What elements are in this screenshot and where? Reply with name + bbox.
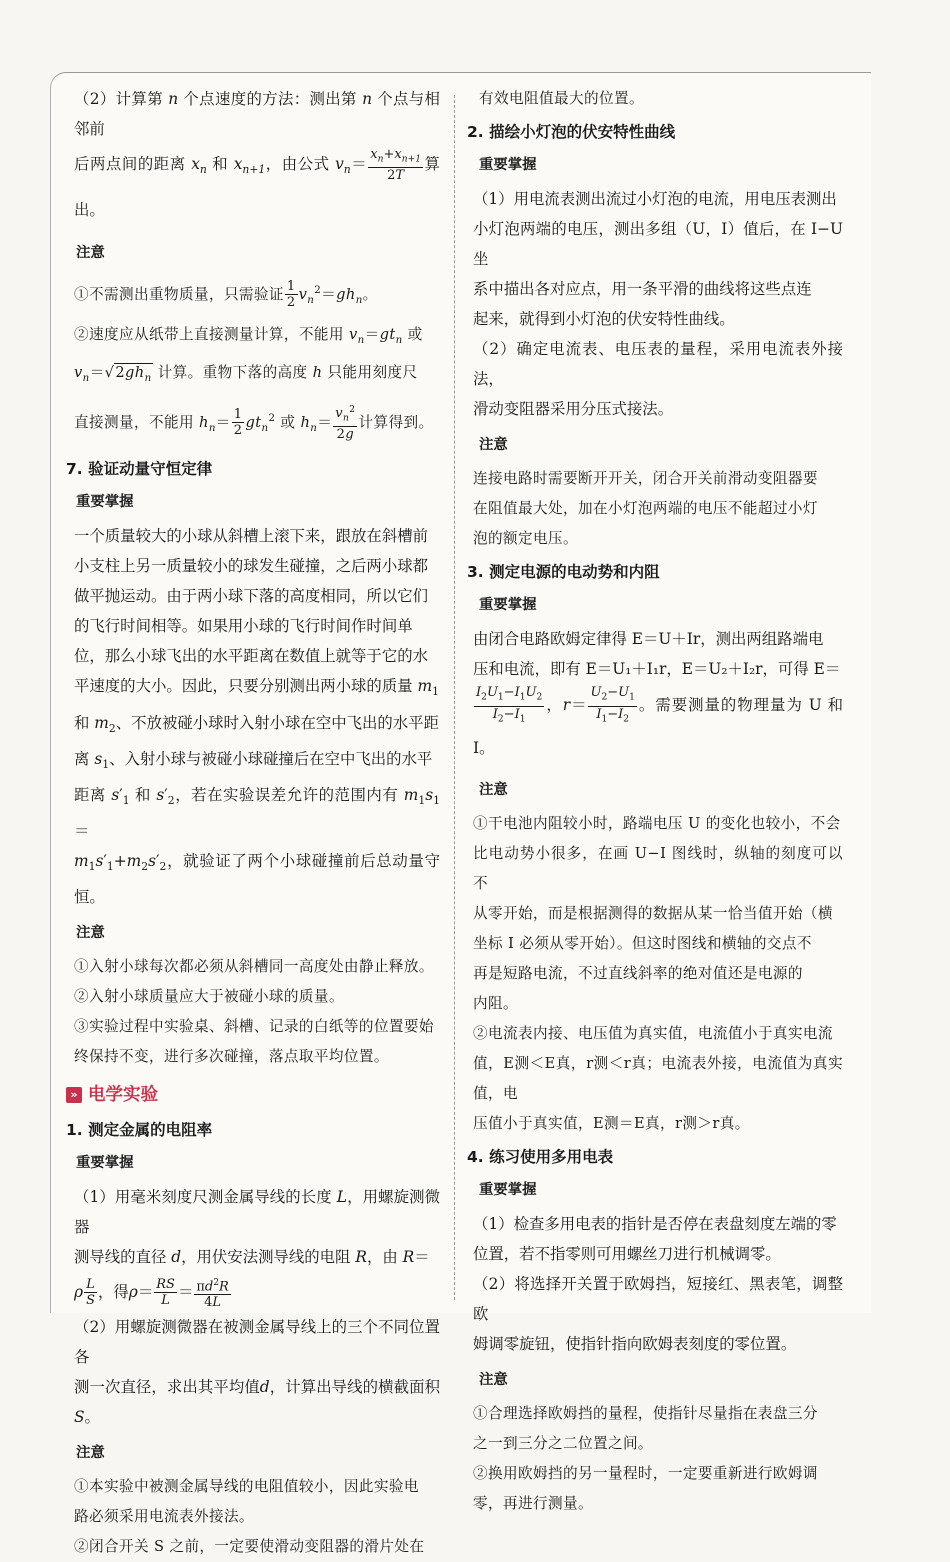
note-item: 零，再进行测量。 — [473, 1495, 593, 1513]
formula-fraction: $\frac{v_n^2}{2g}$ — [335, 404, 356, 443]
formula-fraction: $\frac{\pi d^2R}{4L}$ — [196, 1277, 229, 1310]
note-item: 内阻。 — [473, 995, 518, 1013]
paragraph: 和 $m_2$、不放被碰小球时入射小球在空中飞出的水平距 — [74, 713, 439, 735]
text: 、入射小球与被碰小球碰撞后在空中飞出的水平 — [109, 749, 433, 768]
note-item: 值，E测＜E真，r测＜r真；电流表外接，电流值为真实值，电 — [473, 1055, 843, 1103]
paragraph: 系中描出各对应点，用一条平滑的曲线将这些点连 — [473, 280, 812, 298]
note-item: ①干电池内阻较小时，路端电压 U 的变化也较小，不会 — [473, 815, 841, 833]
note-item: 再是短路电流，不过直线斜率的绝对值还是电源的 — [473, 965, 803, 983]
text: 和 — [212, 155, 229, 173]
note-item: ①本实验中被测金属导线的电阻值较小，因此实验电 — [74, 1477, 419, 1495]
paragraph: （2）将选择开关置于欧姆挡，短接红、黑表笔，调整欧 — [473, 1275, 843, 1324]
left-column — [66, 84, 440, 1562]
text: ，由公式 — [265, 155, 330, 173]
note-title: 注意 — [76, 245, 105, 262]
paragraph: 压和电流，即有 E＝U₁＋I₁r，E＝U₂＋I₂r，可得 E＝ — [473, 660, 841, 678]
note-item: 连接电路时需要断开开关，闭合开关前滑动变阻器要 — [473, 470, 818, 487]
key-title: 重要掌握 — [76, 494, 134, 511]
formula-fraction: $\frac{L}{S}$ — [86, 1277, 95, 1309]
text: （1）用毫米刻度尺测金属导线的长度 — [74, 1187, 332, 1206]
note-item: ②电流表内接、电压值为真实值，电流值小于真实电流 — [473, 1025, 833, 1043]
key-title: 重要掌握 — [479, 1182, 537, 1199]
formula-fraction: $\frac{1}{2}$ — [286, 279, 296, 311]
right-column — [467, 84, 843, 1519]
paragraph: 小灯泡两端的电压，测出多组（U，I）值后，在 I−U 坐 — [473, 220, 843, 268]
text: 测导线的直径 — [74, 1247, 167, 1266]
paragraph: 后两点间的距离 $x_n$ 和 $x_{n+1}$，由公式 $v_n=$ $\frac{x_n+x_{n+1}}{2T}$ 算出。 — [74, 146, 440, 220]
text: 距离 — [74, 785, 106, 804]
note-title: 注意 — [479, 1372, 508, 1389]
formula-fraction: $\frac{RS}{L}$ — [156, 1277, 175, 1309]
text: 直接测量，不能用 — [74, 413, 194, 431]
paragraph: （2）确定电流表、电压表的量程，采用电流表外接法， — [473, 340, 843, 388]
paragraph: 滑动变阻器采用分压式接法。 — [473, 400, 674, 418]
paragraph: 做平抛运动。由于两小球下落的高度相同，所以它们 — [74, 587, 428, 606]
paragraph: （2）用螺旋测微器在被测金属导线上的三个不同位置各 — [74, 1317, 440, 1366]
note-item: 泡的额定电压。 — [473, 530, 578, 547]
formula-fraction: $\frac{I_2U_1-I_1U_2}{I_2-I_1}$ — [476, 684, 543, 725]
heading-7: 7. 验证动量守恒定律 — [66, 460, 213, 479]
paragraph: $m_1s'_1+m_2s'_2$，就验证了两个小球碰撞前后总动量守恒。 — [74, 851, 440, 906]
note-item: 坐标 I 必须从零开始）。但这时图线和横轴的交点不 — [473, 935, 812, 953]
text: 。 — [84, 1407, 100, 1426]
formula-fraction: $\frac{U_2-U_1}{I_1-I_2}$ — [590, 684, 635, 725]
note-item: 直接测量，不能用 $h_n=$ $\frac{1}{2}$ $gt_n^2$ 或 $h_n=$ $\frac{v_n^2}{2g}$ 计算得到。 — [74, 404, 434, 443]
note-item: 压值小于真实值，E测＝E真，r测＞r真。 — [473, 1115, 750, 1133]
paragraph: （1）用毫米刻度尺测金属导线的长度 L，用螺旋测微器 — [74, 1187, 440, 1236]
paragraph: 平速度的大小。因此，只要分别测出两小球的质量 $m_1$ — [74, 677, 439, 699]
text: ，用伏安法测导线的电阻 — [181, 1247, 351, 1266]
note-item: 从零开始，而是根据测得的数据从某一恰当值开始（横 — [473, 905, 833, 923]
text: 或 — [280, 413, 296, 431]
note-item: ③实验过程中实验桌、斜槽、记录的白纸等的位置要始 — [74, 1017, 434, 1035]
paragraph: 姆调零旋钮，使指针指向欧姆表刻度的零位置。 — [473, 1335, 797, 1354]
formula-fraction: $\frac{1}{2}$ — [233, 407, 243, 439]
note-title: 注意 — [76, 1444, 105, 1461]
note-item: ②闭合开关 S 之前，一定要使滑动变阻器的滑片处在 — [74, 1537, 425, 1555]
paragraph: $\frac{I_2U_1-I_1U_2}{I_2-I_1}$ ，r＝ $\frac{U_2-U_1}{I_1-I_2}$ 。需要测量的物理量为 U 和 I。 — [473, 684, 843, 758]
text: ，若在实验误差允许的范围内有 — [174, 785, 399, 804]
key-title: 重要掌握 — [479, 157, 537, 173]
heading-4: 4. 练习使用多用电表 — [467, 1148, 614, 1167]
text: ①不需测出重物质量，只需验证 — [74, 285, 284, 303]
key-title: 重要掌握 — [76, 1154, 134, 1171]
text: 只能用刻度尺 — [327, 363, 418, 381]
text: 计算。重物下落的高度 — [157, 363, 308, 381]
paragraph: 位置，若不指零则可用螺丝刀进行机械调零。 — [473, 1245, 781, 1264]
text: 算出。 — [74, 155, 440, 220]
paragraph: 由闭合电路欧姆定律得 E＝U＋Ir，测出两组路端电 — [473, 630, 824, 648]
paragraph: 的飞行时间相等。如果用小球的飞行时间作时间单 — [74, 617, 413, 636]
text: 平速度的大小。因此，只要分别测出两小球的质量 — [74, 677, 413, 696]
text: 或 — [407, 325, 423, 343]
text: 个点速度的方法：测出第 — [183, 90, 357, 108]
paragraph: 起来，就得到小灯泡的伏安特性曲线。 — [473, 310, 735, 328]
text: ②速度应从纸带上直接测量计算，不能用 — [74, 325, 344, 343]
paragraph: （2）计算第 n 个点速度的方法：测出第 n 个点与相邻前 — [74, 90, 440, 138]
double-chevron-icon: » — [66, 1087, 82, 1103]
key-title: 重要掌握 — [479, 597, 537, 613]
text: （2）计算第 — [74, 90, 163, 108]
text: ，由 — [366, 1247, 398, 1266]
note-item: $v_n=√2gh_n$ 计算。重物下落的高度 h 只能用刻度尺 — [74, 363, 418, 384]
note-title: 注意 — [76, 924, 105, 941]
note-title: 注意 — [479, 782, 508, 799]
paragraph: 离 $s_1$、入射小球与被碰小球碰撞后在空中飞出的水平 — [74, 749, 433, 771]
note-title: 注意 — [479, 437, 508, 453]
text: 。需要测量的物理量为 U 和 I。 — [473, 696, 843, 758]
text: ，得 — [97, 1282, 129, 1301]
paragraph: 小支柱上另一质量较小的球发生碰撞，之后两小球都 — [74, 557, 428, 576]
paragraph: 测导线的直径 d，用伏安法测导线的电阻 R，由 R＝ — [74, 1247, 430, 1266]
paragraph: （1）用电流表测出流过小灯泡的电流，用电压表测出 — [473, 190, 837, 208]
column-divider — [454, 95, 455, 1300]
note-item: 在阻值最大处，加在小灯泡两端的电压不能超过小灯 — [473, 500, 818, 517]
note-item: 路必须采用电流表外接法。 — [74, 1507, 254, 1525]
text: 后两点间的距离 — [74, 155, 186, 173]
heading-2: 2. 描绘小灯泡的伏安特性曲线 — [467, 123, 676, 141]
paragraph: 测一次直径，求出其平均值d，计算出导线的横截面积S。 — [74, 1377, 440, 1426]
text: 测一次直径，求出其平均值 — [74, 1377, 260, 1396]
heading-1: 1. 测定金属的电阻率 — [66, 1120, 213, 1139]
text: 离 — [74, 749, 90, 768]
note-item: ①不需测出重物质量，只需验证 $\frac{1}{2}$ $v_n^2=gh_n$。 — [74, 279, 378, 311]
note-item: ②速度应从纸带上直接测量计算，不能用 $v_n=gt_n$ 或 — [74, 325, 423, 346]
formula-fraction: $\frac{x_n+x_{n+1}}{2T}$ — [370, 146, 421, 184]
section-heading — [66, 1078, 440, 1112]
note-item: ②换用欧姆挡的另一量程时，一定要重新进行欧姆调 — [473, 1465, 818, 1483]
note-item: ①合理选择欧姆挡的量程，使指针尽量指在表盘三分 — [473, 1405, 818, 1423]
note-item: 终保持不变，进行多次碰撞，落点取平均位置。 — [74, 1047, 389, 1065]
text: ，计算出导线的横截面积 — [269, 1377, 440, 1396]
note-item: 比电动势小很多，在画 U−I 图线时，纵轴的刻度可以不 — [473, 845, 843, 893]
paragraph: ρ $\frac{L}{S}$ ，得ρ＝ $\frac{RS}{L}$ ＝ $\frac{\pi d^2R}{4L}$ — [74, 1277, 229, 1310]
text: ，用螺旋测微器 — [74, 1187, 440, 1236]
text: 、不放被碰小球时入射小球在空中飞出的水平距 — [115, 713, 439, 732]
paragraph: 距离 $s'_1$ 和 $s'_2$，若在实验误差允许的范围内有 $m_1s_1=$ — [74, 785, 440, 840]
paragraph: 有效电阻值最大的位置。 — [479, 90, 644, 107]
note-item: ①入射小球每次都必须从斜槽同一高度处由静止释放。 — [74, 957, 434, 975]
note-item: ②入射小球质量应大于被碰小球的质量。 — [74, 987, 344, 1005]
text: 个点与相邻前 — [74, 90, 440, 138]
note-item: 之一到三分之二位置之间。 — [473, 1435, 653, 1453]
text: 计算得到。 — [358, 413, 434, 431]
paragraph: 一个质量较大的小球从斜槽上滚下来，跟放在斜槽前 — [74, 527, 428, 546]
text: ，就验证了两个小球碰撞前后总动量守恒。 — [74, 851, 440, 906]
heading-3: 3. 测定电源的电动势和内阻 — [467, 563, 660, 581]
section-title: 电学实验 — [88, 1084, 158, 1105]
paragraph: （1）检查多用电表的指针是否停在表盘刻度左端的零 — [473, 1215, 837, 1234]
paragraph: 位，那么小球飞出的水平距离在数值上就等于它的水 — [74, 647, 428, 666]
